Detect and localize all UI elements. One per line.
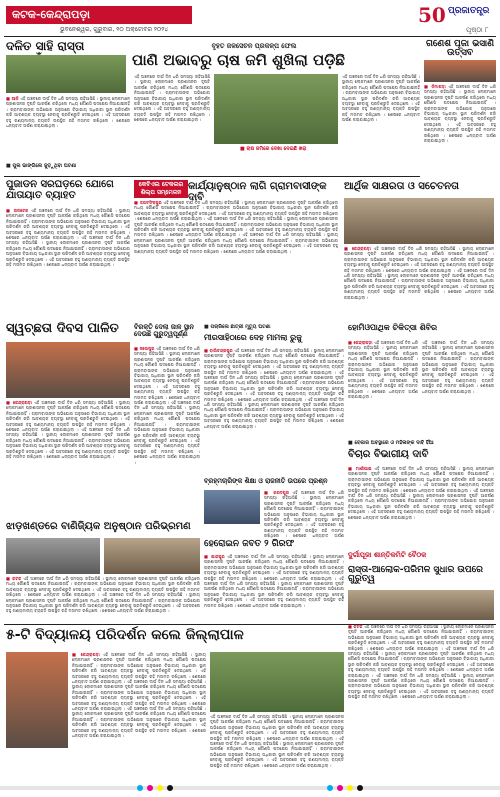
brand-name: ପ୍ରଜାତନ୍ତ୍ର — [448, 6, 490, 16]
water-body-col1: ଏହି ଅଞ୍ଚଳରେ ଦୀର୍ଘ ଦିନ ଧରି ସମସ୍ୟା ରହିଆସିଛି । ସ୍ଥାନୀୟ ଲୋକମାନେ ପ୍ରଶାସନର ଦୃଷ୍ଟି ଆକର୍ଷଣ କରିଥିଲେ ମଧ୍ୟ କୌଣସି ପଦକ୍ଷେପ ନିଆଯାଇନାହିଁ । ଗ୍ରାମବାସୀଙ୍କ ଅଭିଯୋଗ ଅନୁସାରେ ବିଭାଗୀୟ ଅଧିକାରୀ ସ୍ଥାନ ପରିଦର୍ଶନ କରି ଆବଶ୍ୟକ ବ୍ୟବସ୍ଥା ନେବାକୁ ପ୍ରତିଶ୍ରୁତି ଦେଇଥିଲେ । ଏହି ଅବସରରେ ବହୁ ଗଣ୍ୟମାନ୍ୟ ବ୍ୟକ୍ତି ଉପସ୍ଥିତ ରହି ମତାମତ ରଖିଥିଲେ । ଶେଷରେ ଧନ୍ୟବାଦ ଅର୍ପଣ କରାଯାଇଥିଲା । — [134, 74, 210, 123]
puja-body: ■ ନିମାପଡ଼ା ଏହି ଅଞ୍ଚଳରେ ଦୀର୍ଘ ଦିନ ଧରି ସମସ୍ୟା ରହିଆସିଛି । ସ୍ଥାନୀୟ ଲୋକମାନେ ପ୍ରଶାସନର ଦୃଷ୍ଟି ଆକର୍ଷଣ କରିଥିଲେ ମଧ୍ୟ କୌଣସି ପଦକ୍ଷେପ ନିଆଯାଇନାହିଁ । ଗ୍ରାମବାସୀଙ୍କ ଅଭିଯୋଗ ଅନୁସାରେ ବିଭାଗୀୟ ଅଧିକାରୀ ସ୍ଥାନ ପରିଦର୍ଶନ କରି ଆବଶ୍ୟକ ବ୍ୟବସ୍ଥା ନେବାକୁ ପ୍ରତିଶ୍ରୁତି ଦେଇଥିଲେ । ଏହି ଅବସରରେ ବହୁ ଗଣ୍ୟମାନ୍ୟ ବ୍ୟକ୍ତି ଉପସ୍ଥିତ ରହି ମତାମତ ରଖିଥିଲେ । ଶେଷରେ ଧନ୍ୟବାଦ ଅର୍ପଣ କରାଯାଇଥିଲା । — [424, 84, 496, 144]
top-rule — [4, 36, 496, 37]
clean-photo — [6, 342, 130, 398]
heroin-headline: ହେରୋଇନ ଜବତ ୨ ଗିରଫ — [204, 539, 295, 549]
student-kicker: ■ ପଚାରିଲେ ଛାତ୍ରୀ ମୃତ୍ୟୁ ଘଟଣା — [204, 324, 271, 330]
electric-kicker: ■ ବେକାର ଅବସ୍ଥାରେ ଓ ମହିଳାଙ୍କ ଦାବି ହିଁଆ — [348, 440, 434, 446]
clean-headline: ସ୍ୱଚ୍ଛତା ଦିବସ ପାଳିତ — [6, 321, 119, 336]
print-color-bar — [0, 778, 500, 788]
water-headline: ପାଣି ଅଭାବରୁ ଚାଷ ଜମି ଶୁଖିଲା ପଡ଼ିଛି — [132, 51, 345, 69]
cow-body: ■ ସଲେପୁର ଏହି ଅଞ୍ଚଳରେ ଦୀର୍ଘ ଦିନ ଧରି ସମସ୍ୟା ରହିଆସିଛି । ସ୍ଥାନୀୟ ଲୋକମାନେ ପ୍ରଶାସନର ଦୃଷ୍ଟି ଆକର୍ଷଣ କରିଥିଲେ ମଧ୍ୟ କୌଣସି ପଦକ୍ଷେପ ନିଆଯାଇନାହିଁ । ଗ୍ରାମବାସୀଙ୍କ ଅଭିଯୋଗ ଅନୁସାରେ ବିଭାଗୀୟ ଅଧିକାରୀ ସ୍ଥାନ ପରିଦର୍ଶନ କରି ଆବଶ୍ୟକ ବ୍ୟବସ୍ଥା ନେବାକୁ ପ୍ରତିଶ୍ରୁତି ଦେଇଥିଲେ । ଏହି ଅବସରରେ ବହୁ ଗଣ୍ୟମାନ୍ୟ ବ୍ୟକ୍ତି ଉପସ୍ଥିତ ରହି ମତାମତ ରଖିଥିଲେ । ଶେଷରେ ଧନ୍ୟବାଦ ଅର୍ପଣ କରାଯାଇଥିଲା । ଏହି ଅଞ୍ଚଳରେ ଦୀର୍ଘ ଦିନ ଧରି ସମସ୍ୟା ରହିଆସିଛି । ସ୍ଥାନୀୟ ଲୋକମାନେ ପ୍ରଶାସନର ଦୃଷ୍ଟି ଆକର୍ଷଣ କରିଥିଲେ ମଧ୍ୟ କୌଣସି ପଦକ୍ଷେପ ନିଆଯାଇନାହିଁ । ଗ୍ରାମବାସୀଙ୍କ ଅଭିଯୋଗ ଅନୁସାରେ ବିଭାଗୀୟ ଅଧିକାରୀ ସ୍ଥାନ ପରିଦର୍ଶନ କରି ଆବଶ୍ୟକ ବ୍ୟବସ୍ଥା ନେବାକୁ ପ୍ରତିଶ୍ରୁତି ଦେଇଥିଲେ । ଏହି ଅବସରରେ ବହୁ ଗଣ୍ୟମାନ୍ୟ ବ୍ୟକ୍ତି ଉପସ୍ଥିତ ରହି ମତାମତ ରଖିଥିଲେ । ଶେଷରେ ଧନ୍ୟବାଦ ଅର୍ପଣ କରାଯାଇଥିଲା । — [134, 346, 200, 465]
village-body: ■ ଜଗତସିଂହପୁର ଏହି ଅଞ୍ଚଳରେ ଦୀର୍ଘ ଦିନ ଧରି ସମସ୍ୟା ରହିଆସିଛି । ସ୍ଥାନୀୟ ଲୋକମାନେ ପ୍ରଶାସନର ଦୃଷ୍ଟି ଆକର୍ଷଣ କରିଥିଲେ ମଧ୍ୟ କୌଣସି ପଦକ୍ଷେପ ନିଆଯାଇନାହିଁ । ଗ୍ରାମବାସୀଙ୍କ ଅଭିଯୋଗ ଅନୁସାରେ ବିଭାଗୀୟ ଅଧିକାରୀ ସ୍ଥାନ ପରିଦର୍ଶନ କରି ଆବଶ୍ୟକ ବ୍ୟବସ୍ଥା ନେବାକୁ ପ୍ରତିଶ୍ରୁତି ଦେଇଥିଲେ । ଏହି ଅବସରରେ ବହୁ ଗଣ୍ୟମାନ୍ୟ ବ୍ୟକ୍ତି ଉପସ୍ଥିତ ରହି ମତାମତ ରଖିଥିଲେ । ଶେଷରେ ଧନ୍ୟବାଦ ଅର୍ପଣ କରାଯାଇଥିଲା । ଏହି ଅଞ୍ଚଳରେ ଦୀର୍ଘ ଦିନ ଧରି ସମସ୍ୟା ରହିଆସିଛି । ସ୍ଥାନୀୟ ଲୋକମାନେ ପ୍ରଶାସନର ଦୃଷ୍ଟି ଆକର୍ଷଣ କରିଥିଲେ ମଧ୍ୟ କୌଣସି ପଦକ୍ଷେପ ନିଆଯାଇନାହିଁ । ଗ୍ରାମବାସୀଙ୍କ ଅଭିଯୋଗ ଅନୁସାରେ ବିଭାଗୀୟ ଅଧିକାରୀ ସ୍ଥାନ ପରିଦର୍ଶନ କରି ଆବଶ୍ୟକ ବ୍ୟବସ୍ଥା ନେବାକୁ ପ୍ରତିଶ୍ରୁତି ଦେଇଥିଲେ । ଏହି ଅବସରରେ ବହୁ ଗଣ୍ୟମାନ୍ୟ ବ୍ୟକ୍ତି ଉପସ୍ଥିତ ରହି ମତାମତ ରଖିଥିଲେ । ଶେଷରେ ଧନ୍ୟବାଦ ଅର୍ପଣ କରାଯାଇଥିଲା । ଏହି ଅଞ୍ଚଳରେ ଦୀର୍ଘ ଦିନ ଧରି ସମସ୍ୟା ରହିଆସିଛି । ସ୍ଥାନୀୟ ଲୋକମାନେ ପ୍ରଶାସନର ଦୃଷ୍ଟି ଆକର୍ଷଣ କରିଥିଲେ ମଧ୍ୟ କୌଣସି ପଦକ୍ଷେପ ନିଆଯାଇନାହିଁ । ଗ୍ରାମବାସୀଙ୍କ ଅଭିଯୋଗ ଅନୁସାରେ ବିଭାଗୀୟ ଅଧିକାରୀ ସ୍ଥାନ ପରିଦର୍ଶନ କରି ଆବଶ୍ୟକ ବ୍ୟବସ୍ଥା ନେବାକୁ ପ୍ରତିଶ୍ରୁତି ଦେଇଥିଲେ । ଏହି ଅବସରରେ ବହୁ ଗଣ୍ୟମାନ୍ୟ ବ୍ୟକ୍ତି ଉପସ୍ଥିତ ରହି ମତାମତ ରଖିଥିଲେ । ଶେଷରେ ଧନ୍ୟବାଦ ଅର୍ପଣ କରାଯାଇଥିଲା । — [134, 200, 338, 254]
schools-photo-1 — [6, 652, 68, 748]
health-body: ■ କେନ୍ଦ୍ରାପଡ଼ା ଏହି ଅଞ୍ଚଳରେ ଦୀର୍ଘ ଦିନ ଧରି ସମସ୍ୟା ରହିଆସିଛି । ସ୍ଥାନୀୟ ଲୋକମାନେ ପ୍ରଶାସନର ଦୃଷ୍ଟି ଆକର୍ଷଣ କରିଥିଲେ ମଧ୍ୟ କୌଣସି ପଦକ୍ଷେପ ନିଆଯାଇନାହିଁ । ଗ୍ରାମବାସୀଙ୍କ ଅଭିଯୋଗ ଅନୁସାରେ ବିଭାଗୀୟ ଅଧିକାରୀ ସ୍ଥାନ ପରିଦର୍ଶନ କରି ଆବଶ୍ୟକ ବ୍ୟବସ୍ଥା ନେବାକୁ ପ୍ରତିଶ୍ରୁତି ଦେଇଥିଲେ । ଏହି ଅବସରରେ ବହୁ ଗଣ୍ୟମାନ୍ୟ ବ୍ୟକ୍ତି ଉପସ୍ଥିତ ରହି ମତାମତ ରଖିଥିଲେ । ଶେଷରେ ଧନ୍ୟବାଦ ଅର୍ପଣ କରାଯାଇଥିଲା । — [348, 340, 418, 400]
brand-logo — [418, 4, 494, 26]
student-headline: ମୀରସାହିଠାରେ ଦେହ ମାମଲା ରୁଜୁ — [204, 333, 302, 342]
village-headline: କାର୍ଯ୍ୟାନୁଷ୍ଠାନ ଲାଗି ଗ୍ରାମବାସୀଙ୍କ ଦାବି — [188, 181, 327, 203]
market-headline: ଝାଡ଼ଖଣ୍ଡରେ ବାଣିଜ୍ୟିକ ଅନୁଷ୍ଠାନ ପରିଭ୍ରମଣ — [6, 521, 191, 532]
finance-body: ■ କେନ୍ଦ୍ରାପଡ଼ା ଏହି ଅଞ୍ଚଳରେ ଦୀର୍ଘ ଦିନ ଧରି ସମସ୍ୟା ରହିଆସିଛି । ସ୍ଥାନୀୟ ଲୋକମାନେ ପ୍ରଶାସନର ଦୃଷ୍ଟି ଆକର୍ଷଣ କରିଥିଲେ ମଧ୍ୟ କୌଣସି ପଦକ୍ଷେପ ନିଆଯାଇନାହିଁ । ଗ୍ରାମବାସୀଙ୍କ ଅଭିଯୋଗ ଅନୁସାରେ ବିଭାଗୀୟ ଅଧିକାରୀ ସ୍ଥାନ ପରିଦର୍ଶନ କରି ଆବଶ୍ୟକ ବ୍ୟବସ୍ଥା ନେବାକୁ ପ୍ରତିଶ୍ରୁତି ଦେଇଥିଲେ । ଏହି ଅବସରରେ ବହୁ ଗଣ୍ୟମାନ୍ୟ ବ୍ୟକ୍ତି ଉପସ୍ଥିତ ରହି ମତାମତ ରଖିଥିଲେ । ଶେଷରେ ଧନ୍ୟବାଦ ଅର୍ପଣ କରାଯାଇଥିଲା । ଏହି ଅଞ୍ଚଳରେ ଦୀର୍ଘ ଦିନ ଧରି ସମସ୍ୟା ରହିଆସିଛି । ସ୍ଥାନୀୟ ଲୋକମାନେ ପ୍ରଶାସନର ଦୃଷ୍ଟି ଆକର୍ଷଣ କରିଥିଲେ ମଧ୍ୟ କୌଣସି ପଦକ୍ଷେପ ନିଆଯାଇନାହିଁ । ଗ୍ରାମବାସୀଙ୍କ ଅଭିଯୋଗ ଅନୁସାରେ ବିଭାଗୀୟ ଅଧିକାରୀ ସ୍ଥାନ ପରିଦର୍ଶନ କରି ଆବଶ୍ୟକ ବ୍ୟବସ୍ଥା ନେବାକୁ ପ୍ରତିଶ୍ରୁତି ଦେଇଥିଲେ । ଏହି ଅବସରରେ ବହୁ ଗଣ୍ୟମାନ୍ୟ ବ୍ୟକ୍ତି ଉପସ୍ଥିତ ରହି ମତାମତ ରଖିଥିଲେ । ଶେଷରେ ଧନ୍ୟବାଦ ଅର୍ପଣ କରାଯାଇଥିଲା । — [344, 246, 494, 300]
schools-headline: ୫-ଟି ବିଦ୍ୟାଳୟ ପରିଦର୍ଶନ କଲେ ଜିଲ୍ଲାପାଳ — [6, 627, 244, 643]
roads-photo — [348, 590, 494, 620]
village-tag-1: କେବିଏଲ ଟେକଲର — [138, 181, 184, 188]
road-body: ■ ଆଳି ଏହି ଅଞ୍ଚଳରେ ଦୀର୍ଘ ଦିନ ଧରି ସମସ୍ୟା ରହିଆସିଛି । ସ୍ଥାନୀୟ ଲୋକମାନେ ପ୍ରଶାସନର ଦୃଷ୍ଟି ଆକର୍ଷଣ କରିଥିଲେ ମଧ୍ୟ କୌଣସି ପଦକ୍ଷେପ ନିଆଯାଇନାହିଁ । ଗ୍ରାମବାସୀଙ୍କ ଅଭିଯୋଗ ଅନୁସାରେ ବିଭାଗୀୟ ଅଧିକାରୀ ସ୍ଥାନ ପରିଦର୍ଶନ କରି ଆବଶ୍ୟକ ବ୍ୟବସ୍ଥା ନେବାକୁ ପ୍ରତିଶ୍ରୁତି ଦେଇଥିଲେ । ଏହି ଅବସରରେ ବହୁ ଗଣ୍ୟମାନ୍ୟ ବ୍ୟକ୍ତି ଉପସ୍ଥିତ ରହି ମତାମତ ରଖିଥିଲେ । ଶେଷରେ ଧନ୍ୟବାଦ ଅର୍ପଣ କରାଯାଇଥିଲା । — [6, 96, 130, 129]
page-number: ପୃଷ୍ଠା ୮ — [466, 26, 489, 34]
water-body-col3: ଏହି ଅଞ୍ଚଳରେ ଦୀର୍ଘ ଦିନ ଧରି ସମସ୍ୟା ରହିଆସିଛି । ସ୍ଥାନୀୟ ଲୋକମାନେ ପ୍ରଶାସନର ଦୃଷ୍ଟି ଆକର୍ଷଣ କରିଥିଲେ ମଧ୍ୟ କୌଣସି ପଦକ୍ଷେପ ନିଆଯାଇନାହିଁ । ଗ୍ରାମବାସୀଙ୍କ ଅଭିଯୋଗ ଅନୁସାରେ ବିଭାଗୀୟ ଅଧିକାରୀ ସ୍ଥାନ ପରିଦର୍ଶନ କରି ଆବଶ୍ୟକ ବ୍ୟବସ୍ଥା ନେବାକୁ ପ୍ରତିଶ୍ରୁତି ଦେଇଥିଲେ । ଏହି ଅବସରରେ ବହୁ ଗଣ୍ୟମାନ୍ୟ ବ୍ୟକ୍ତି ଉପସ୍ଥିତ ରହି ମତାମତ ରଖିଥିଲେ । ଶେଷରେ ଧନ୍ୟବାଦ ଅର୍ପଣ କରାଯାଇଥିଲା । — [342, 74, 420, 123]
road-headline: ଦଳିତ ସାହି ରାସ୍ତା — [6, 39, 85, 53]
roads-body: ■ କଟକ ଏହି ଅଞ୍ଚଳରେ ଦୀର୍ଘ ଦିନ ଧରି ସମସ୍ୟା ରହିଆସିଛି । ସ୍ଥାନୀୟ ଲୋକମାନେ ପ୍ରଶାସନର ଦୃଷ୍ଟି ଆକର୍ଷଣ କରିଥିଲେ ମଧ୍ୟ କୌଣସି ପଦକ୍ଷେପ ନିଆଯାଇନାହିଁ । ଗ୍ରାମବାସୀଙ୍କ ଅଭିଯୋଗ ଅନୁସାରେ ବିଭାଗୀୟ ଅଧିକାରୀ ସ୍ଥାନ ପରିଦର୍ଶନ କରି ଆବଶ୍ୟକ ବ୍ୟବସ୍ଥା ନେବାକୁ ପ୍ରତିଶ୍ରୁତି ଦେଇଥିଲେ । ଏହି ଅବସରରେ ବହୁ ଗଣ୍ୟମାନ୍ୟ ବ୍ୟକ୍ତି ଉପସ୍ଥିତ ରହି ମତାମତ ରଖିଥିଲେ । ଶେଷରେ ଧନ୍ୟବାଦ ଅର୍ପଣ କରାଯାଇଥିଲା । ଏହି ଅଞ୍ଚଳରେ ଦୀର୍ଘ ଦିନ ଧରି ସମସ୍ୟା ରହିଆସିଛି । ସ୍ଥାନୀୟ ଲୋକମାନେ ପ୍ରଶାସନର ଦୃଷ୍ଟି ଆକର୍ଷଣ କରିଥିଲେ ମଧ୍ୟ କୌଣସି ପଦକ୍ଷେପ ନିଆଯାଇନାହିଁ । ଗ୍ରାମବାସୀଙ୍କ ଅଭିଯୋଗ ଅନୁସାରେ ବିଭାଗୀୟ ଅଧିକାରୀ ସ୍ଥାନ ପରିଦର୍ଶନ କରି ଆବଶ୍ୟକ ବ୍ୟବସ୍ଥା ନେବାକୁ ପ୍ରତିଶ୍ରୁତି ଦେଇଥିଲେ । ଏହି ଅବସରରେ ବହୁ ଗଣ୍ୟମାନ୍ୟ ବ୍ୟକ୍ତି ଉପସ୍ଥିତ ରହି ମତାମତ ରଖିଥିଲେ । ଶେଷରେ ଧନ୍ୟବାଦ ଅର୍ପଣ କରାଯାଇଥିଲା । ଏହି ଅଞ୍ଚଳରେ ଦୀର୍ଘ ଦିନ ଧରି ସମସ୍ୟା ରହିଆସିଛି । ସ୍ଥାନୀୟ ଲୋକମାନେ ପ୍ରଶାସନର ଦୃଷ୍ଟି ଆକର୍ଷଣ କରିଥିଲେ ମଧ୍ୟ କୌଣସି ପଦକ୍ଷେପ ନିଆଯାଇନାହିଁ । ଗ୍ରାମବାସୀଙ୍କ ଅଭିଯୋଗ ଅନୁସାରେ ବିଭାଗୀୟ ଅଧିକାରୀ ସ୍ଥାନ ପରିଦର୍ଶନ କରି ଆବଶ୍ୟକ ବ୍ୟବସ୍ଥା ନେବାକୁ ପ୍ରତିଶ୍ରୁତି ଦେଇଥିଲେ । ଏହି ଅବସରରେ ବହୁ ଗଣ୍ୟମାନ୍ୟ ବ୍ୟକ୍ତି ଉପସ୍ଥିତ ରହି ମତାମତ ରଖିଥିଲେ । ଶେଷରେ ଧନ୍ୟବାଦ ଅର୍ପଣ କରାଯାଇଥିଲା । — [348, 624, 494, 700]
brick-photo — [204, 490, 260, 524]
clean-body: ■ କେନ୍ଦ୍ରାପଡ଼ା ଏହି ଅଞ୍ଚଳରେ ଦୀର୍ଘ ଦିନ ଧରି ସମସ୍ୟା ରହିଆସିଛି । ସ୍ଥାନୀୟ ଲୋକମାନେ ପ୍ରଶାସନର ଦୃଷ୍ଟି ଆକର୍ଷଣ କରିଥିଲେ ମଧ୍ୟ କୌଣସି ପଦକ୍ଷେପ ନିଆଯାଇନାହିଁ । ଗ୍ରାମବାସୀଙ୍କ ଅଭିଯୋଗ ଅନୁସାରେ ବିଭାଗୀୟ ଅଧିକାରୀ ସ୍ଥାନ ପରିଦର୍ଶନ କରି ଆବଶ୍ୟକ ବ୍ୟବସ୍ଥା ନେବାକୁ ପ୍ରତିଶ୍ରୁତି ଦେଇଥିଲେ । ଏହି ଅବସରରେ ବହୁ ଗଣ୍ୟମାନ୍ୟ ବ୍ୟକ୍ତି ଉପସ୍ଥିତ ରହି ମତାମତ ରଖିଥିଲେ । ଶେଷରେ ଧନ୍ୟବାଦ ଅର୍ପଣ କରାଯାଇଥିଲା । ଏହି ଅଞ୍ଚଳରେ ଦୀର୍ଘ ଦିନ ଧରି ସମସ୍ୟା ରହିଆସିଛି । ସ୍ଥାନୀୟ ଲୋକମାନେ ପ୍ରଶାସନର ଦୃଷ୍ଟି ଆକର୍ଷଣ କରିଥିଲେ ମଧ୍ୟ କୌଣସି ପଦକ୍ଷେପ ନିଆଯାଇନାହିଁ । ଗ୍ରାମବାସୀଙ୍କ ଅଭିଯୋଗ ଅନୁସାରେ ବିଭାଗୀୟ ଅଧିକାରୀ ସ୍ଥାନ ପରିଦର୍ଶନ କରି ଆବଶ୍ୟକ ବ୍ୟବସ୍ଥା ନେବାକୁ ପ୍ରତିଶ୍ରୁତି ଦେଇଥିଲେ । ଏହି ଅବସରରେ ବହୁ ଗଣ୍ୟମାନ୍ୟ ବ୍ୟକ୍ତି ଉପସ୍ଥିତ ରହି ମତାମତ ରଖିଥିଲେ । ଶେଷରେ ଧନ୍ୟବାଦ ଅର୍ପଣ କରାଯାଇଥିଲା । — [6, 400, 130, 460]
finance-photo — [344, 198, 494, 244]
village-tag — [134, 180, 188, 198]
road-photo — [6, 55, 126, 93]
registration-marks-icon — [0, 783, 500, 793]
puja-photo — [424, 60, 496, 82]
jubilee-50-logo: 50 — [418, 3, 446, 27]
rule-1 — [4, 176, 420, 177]
durga-headline: ଦୁର୍ଗାପୂଜା ଶାନ୍ତିକମିଟି ବୈଠକ — [348, 551, 427, 559]
market-photo-2 — [104, 538, 200, 574]
masthead — [0, 0, 500, 38]
brick-body: ■ ଗରଦପୁର ଏହି ଅଞ୍ଚଳରେ ଦୀର୍ଘ ଦିନ ଧରି ସମସ୍ୟା ରହିଆସିଛି । ସ୍ଥାନୀୟ ଲୋକମାନେ ପ୍ରଶାସନର ଦୃଷ୍ଟି ଆକର୍ଷଣ କରିଥିଲେ ମଧ୍ୟ କୌଣସି ପଦକ୍ଷେପ ନିଆଯାଇନାହିଁ । ଗ୍ରାମବାସୀଙ୍କ ଅଭିଯୋଗ ଅନୁସାରେ ବିଭାଗୀୟ ଅଧିକାରୀ ସ୍ଥାନ ପରିଦର୍ଶନ କରି ଆବଶ୍ୟକ ବ୍ୟବସ୍ଥା ନେବାକୁ ପ୍ରତିଶ୍ରୁତି ଦେଇଥିଲେ । ଏହି ଅବସରରେ ବହୁ ଗଣ୍ୟମାନ୍ୟ ବ୍ୟକ୍ତି ଉପସ୍ଥିତ ରହି ମତାମତ ରଖିଥିଲେ । ଶେଷରେ ଧନ୍ୟବାଦ ଅର୍ପଣ — [264, 490, 344, 538]
cow-headline: ବିରକ୍ତି ଦେଲା ଜାଳ ସ୍ଥାନ ଦେଉଛି ଗୁରୁତ୍ୱପୂର୍ଣ୍ଣ — [134, 323, 194, 338]
schools-photo-2 — [210, 652, 344, 712]
bridge-headline: ପୁଜାଡନ ସରଘଡ଼ରେ ଯୋଗେ ଯାତାୟାତ ବ୍ୟାହତ — [6, 179, 114, 201]
dateline: ଭୁବନେଶ୍ୱର, ଗୁରୁବାର, ୧୦ ଅକ୍ଟୋବର ୨୦୨୪ — [60, 26, 169, 33]
schools-body-col2: ଏହି ଅଞ୍ଚଳରେ ଦୀର୍ଘ ଦିନ ଧରି ସମସ୍ୟା ରହିଆସିଛି । ସ୍ଥାନୀୟ ଲୋକମାନେ ପ୍ରଶାସନର ଦୃଷ୍ଟି ଆକର୍ଷଣ କରିଥିଲେ ମଧ୍ୟ କୌଣସି ପଦକ୍ଷେପ ନିଆଯାଇନାହିଁ । ଗ୍ରାମବାସୀଙ୍କ ଅଭିଯୋଗ ଅନୁସାରେ ବିଭାଗୀୟ ଅଧିକାରୀ ସ୍ଥାନ ପରିଦର୍ଶନ କରି ଆବଶ୍ୟକ ବ୍ୟବସ୍ଥା ନେବାକୁ ପ୍ରତିଶ୍ରୁତି ଦେଇଥିଲେ । ଏହି ଅବସରରେ ବହୁ ଗଣ୍ୟମାନ୍ୟ ବ୍ୟକ୍ତି ଉପସ୍ଥିତ ରହି ମତାମତ ରଖିଥିଲେ । ଶେଷରେ ଧନ୍ୟବାଦ ଅର୍ପଣ କରାଯାଇଥିଲା । ଏହି ଅଞ୍ଚଳରେ ଦୀର୍ଘ ଦିନ ଧରି ସମସ୍ୟା ରହିଆସିଛି । ସ୍ଥାନୀୟ ଲୋକମାନେ ପ୍ରଶାସନର ଦୃଷ୍ଟି ଆକର୍ଷଣ କରିଥିଲେ ମଧ୍ୟ କୌଣସି ପଦକ୍ଷେପ ନିଆଯାଇନାହିଁ । ଗ୍ରାମବାସୀଙ୍କ ଅଭିଯୋଗ ଅନୁସାରେ ବିଭାଗୀୟ ଅଧିକାରୀ ସ୍ଥାନ ପରିଦର୍ଶନ କରି ଆବଶ୍ୟକ ବ୍ୟବସ୍ଥା ନେବାକୁ ପ୍ରତିଶ୍ରୁତି ଦେଇଥିଲେ । ଏହି ଅବସରରେ ବହୁ ଗଣ୍ୟମାନ୍ୟ ବ୍ୟକ୍ତି ଉପସ୍ଥିତ ରହି ମତାମତ ରଖିଥିଲେ । ଶେଷରେ ଧନ୍ୟବାଦ ଅର୍ପଣ କରାଯାଇଥିଲା । — [210, 714, 344, 768]
bridge-kicker: ■ ପୁଲ ଭାଙ୍ଗିଲେ ଜୁଡ଼ୁଥିବା ଘଟଣା — [6, 163, 77, 169]
health-body-col2: ଏହି ଅଞ୍ଚଳରେ ଦୀର୍ଘ ଦିନ ଧରି ସମସ୍ୟା ରହିଆସିଛି । ସ୍ଥାନୀୟ ଲୋକମାନେ ପ୍ରଶାସନର ଦୃଷ୍ଟି ଆକର୍ଷଣ କରିଥିଲେ ମଧ୍ୟ କୌଣସି ପଦକ୍ଷେପ ନିଆଯାଇନାହିଁ । ଗ୍ରାମବାସୀଙ୍କ ଅଭିଯୋଗ ଅନୁସାରେ ବିଭାଗୀୟ ଅଧିକାରୀ ସ୍ଥାନ ପରିଦର୍ଶନ କରି ଆବଶ୍ୟକ ବ୍ୟବସ୍ଥା ନେବାକୁ ପ୍ରତିଶ୍ରୁତି ଦେଇଥିଲେ । ଏହି ଅବସରରେ ବହୁ ଗଣ୍ୟମାନ୍ୟ ବ୍ୟକ୍ତି ଉପସ୍ଥିତ ରହି ମତାମତ ରଖିଥିଲେ । ଶେଷରେ ଧନ୍ୟବାଦ ଅର୍ପଣ କରାଯାଇଥିଲା । — [422, 340, 494, 394]
village-tag-2: ଶିଲ୍ପ ସମ୍ମେଳନ — [140, 189, 182, 196]
student-body: ■ ବାଲିଚନ୍ଦ୍ରପୁର ଏହି ଅଞ୍ଚଳରେ ଦୀର୍ଘ ଦିନ ଧରି ସମସ୍ୟା ରହିଆସିଛି । ସ୍ଥାନୀୟ ଲୋକମାନେ ପ୍ରଶାସନର ଦୃଷ୍ଟି ଆକର୍ଷଣ କରିଥିଲେ ମଧ୍ୟ କୌଣସି ପଦକ୍ଷେପ ନିଆଯାଇନାହିଁ । ଗ୍ରାମବାସୀଙ୍କ ଅଭିଯୋଗ ଅନୁସାରେ ବିଭାଗୀୟ ଅଧିକାରୀ ସ୍ଥାନ ପରିଦର୍ଶନ କରି ଆବଶ୍ୟକ ବ୍ୟବସ୍ଥା ନେବାକୁ ପ୍ରତିଶ୍ରୁତି ଦେଇଥିଲେ । ଏହି ଅବସରରେ ବହୁ ଗଣ୍ୟମାନ୍ୟ ବ୍ୟକ୍ତି ଉପସ୍ଥିତ ରହି ମତାମତ ରଖିଥିଲେ । ଶେଷରେ ଧନ୍ୟବାଦ ଅର୍ପଣ କରାଯାଇଥିଲା । ଏହି ଅଞ୍ଚଳରେ ଦୀର୍ଘ ଦିନ ଧରି ସମସ୍ୟା ରହିଆସିଛି । ସ୍ଥାନୀୟ ଲୋକମାନେ ପ୍ରଶାସନର ଦୃଷ୍ଟି ଆକର୍ଷଣ କରିଥିଲେ ମଧ୍ୟ କୌଣସି ପଦକ୍ଷେପ ନିଆଯାଇନାହିଁ । ଗ୍ରାମବାସୀଙ୍କ ଅଭିଯୋଗ ଅନୁସାରେ ବିଭାଗୀୟ ଅଧିକାରୀ ସ୍ଥାନ ପରିଦର୍ଶନ କରି ଆବଶ୍ୟକ ବ୍ୟବସ୍ଥା ନେବାକୁ ପ୍ରତିଶ୍ରୁତି ଦେଇଥିଲେ । ଏହି ଅବସରରେ ବହୁ ଗଣ୍ୟମାନ୍ୟ ବ୍ୟକ୍ତି ଉପସ୍ଥିତ ରହି ମତାମତ ରଖିଥିଲେ । ଶେଷରେ ଧନ୍ୟବାଦ ଅର୍ପଣ କରାଯାଇଥିଲା । ଏହି ଅଞ୍ଚଳରେ ଦୀର୍ଘ ଦିନ ଧରି ସମସ୍ୟା ରହିଆସିଛି । ସ୍ଥାନୀୟ ଲୋକମାନେ ପ୍ରଶାସନର ଦୃଷ୍ଟି ଆକର୍ଷଣ କରିଥିଲେ ମଧ୍ୟ କୌଣସି ପଦକ୍ଷେପ ନିଆଯାଇନାହିଁ । ଗ୍ରାମବାସୀଙ୍କ ଅଭିଯୋଗ ଅନୁସାରେ ବିଭାଗୀୟ ଅଧିକାରୀ ସ୍ଥାନ ପରିଦର୍ଶନ କରି ଆବଶ୍ୟକ ବ୍ୟବସ୍ଥା ନେବାକୁ ପ୍ରତିଶ୍ରୁତି ଦେଇଥିଲେ । ଏହି ଅବସରରେ ବହୁ ଗଣ୍ୟମାନ୍ୟ ବ୍ୟକ୍ତି ଉପସ୍ଥିତ ରହି ମତାମତ ରଖିଥିଲେ । ଶେଷରେ ଧନ୍ୟବାଦ ଅର୍ପଣ କରାଯାଇଥିଲା । — [204, 348, 344, 429]
market-photo-1 — [6, 538, 100, 574]
schools-body: ■ କେନ୍ଦ୍ରାପଡ଼ା ଏହି ଅଞ୍ଚଳରେ ଦୀର୍ଘ ଦିନ ଧରି ସମସ୍ୟା ରହିଆସିଛି । ସ୍ଥାନୀୟ ଲୋକମାନେ ପ୍ରଶାସନର ଦୃଷ୍ଟି ଆକର୍ଷଣ କରିଥିଲେ ମଧ୍ୟ କୌଣସି ପଦକ୍ଷେପ ନିଆଯାଇନାହିଁ । ଗ୍ରାମବାସୀଙ୍କ ଅଭିଯୋଗ ଅନୁସାରେ ବିଭାଗୀୟ ଅଧିକାରୀ ସ୍ଥାନ ପରିଦର୍ଶନ କରି ଆବଶ୍ୟକ ବ୍ୟବସ୍ଥା ନେବାକୁ ପ୍ରତିଶ୍ରୁତି ଦେଇଥିଲେ । ଏହି ଅବସରରେ ବହୁ ଗଣ୍ୟମାନ୍ୟ ବ୍ୟକ୍ତି ଉପସ୍ଥିତ ରହି ମତାମତ ରଖିଥିଲେ । ଶେଷରେ ଧନ୍ୟବାଦ ଅର୍ପଣ କରାଯାଇଥିଲା । ଏହି ଅଞ୍ଚଳରେ ଦୀର୍ଘ ଦିନ ଧରି ସମସ୍ୟା ରହିଆସିଛି । ସ୍ଥାନୀୟ ଲୋକମାନେ ପ୍ରଶାସନର ଦୃଷ୍ଟି ଆକର୍ଷଣ କରିଥିଲେ ମଧ୍ୟ କୌଣସି ପଦକ୍ଷେପ ନିଆଯାଇନାହିଁ । ଗ୍ରାମବାସୀଙ୍କ ଅଭିଯୋଗ ଅନୁସାରେ ବିଭାଗୀୟ ଅଧିକାରୀ ସ୍ଥାନ ପରିଦର୍ଶନ କରି ଆବଶ୍ୟକ ବ୍ୟବସ୍ଥା ନେବାକୁ ପ୍ରତିଶ୍ରୁତି ଦେଇଥିଲେ । ଏହି ଅବସରରେ ବହୁ ଗଣ୍ୟମାନ୍ୟ ବ୍ୟକ୍ତି ଉପସ୍ଥିତ ରହି ମତାମତ ରଖିଥିଲେ । ଶେଷରେ ଧନ୍ୟବାଦ ଅର୍ପଣ କରାଯାଇଥିଲା । ଏହି ଅଞ୍ଚଳରେ ଦୀର୍ଘ ଦିନ ଧରି ସମସ୍ୟା ରହିଆସିଛି । ସ୍ଥାନୀୟ ଲୋକମାନେ ପ୍ରଶାସନର ଦୃଷ୍ଟି ଆକର୍ଷଣ କରିଥିଲେ ମଧ୍ୟ କୌଣସି ପଦକ୍ଷେପ ନିଆଯାଇନାହିଁ । ଗ୍ରାମବାସୀଙ୍କ ଅଭିଯୋଗ ଅନୁସାରେ ବିଭାଗୀୟ ଅଧିକାରୀ ସ୍ଥାନ ପରିଦର୍ଶନ କରି ଆବଶ୍ୟକ ବ୍ୟବସ୍ଥା ନେବାକୁ ପ୍ରତିଶ୍ରୁତି ଦେଇଥିଲେ । ଏହି ଅବସରରେ ବହୁ ଗଣ୍ୟମାନ୍ୟ ବ୍ୟକ୍ତି ଉପସ୍ଥିତ ରହି ମତାମତ ରଖିଥିଲେ । ଶେଷରେ ଧନ୍ୟବାଦ ଅର୍ପଣ କରାଯାଇଥିଲା । — [72, 652, 206, 739]
puja-headline: ଗଣେଶ ପୂଜା ଭସାଣି ଉତ୍ସବ — [426, 39, 494, 59]
section-banner — [6, 6, 192, 24]
brick-headline: ବ୍ରହ୍ମଚାରିଙ୍କ ଶିକ୍ଷା ଓ ରାଜନୀତି ଉପରେ ପ୍ରଶ୍ନ — [204, 477, 328, 485]
water-caption: ■ ଚାଷ ଜମିରେ ଦେଖା ଦେଇଛି ଖରା — [240, 146, 307, 152]
market-body: ■ କଟକ ଏହି ଅଞ୍ଚଳରେ ଦୀର୍ଘ ଦିନ ଧରି ସମସ୍ୟା ରହିଆସିଛି । ସ୍ଥାନୀୟ ଲୋକମାନେ ପ୍ରଶାସନର ଦୃଷ୍ଟି ଆକର୍ଷଣ କରିଥିଲେ ମଧ୍ୟ କୌଣସି ପଦକ୍ଷେପ ନିଆଯାଇନାହିଁ । ଗ୍ରାମବାସୀଙ୍କ ଅଭିଯୋଗ ଅନୁସାରେ ବିଭାଗୀୟ ଅଧିକାରୀ ସ୍ଥାନ ପରିଦର୍ଶନ କରି ଆବଶ୍ୟକ ବ୍ୟବସ୍ଥା ନେବାକୁ ପ୍ରତିଶ୍ରୁତି ଦେଇଥିଲେ । ଏହି ଅବସରରେ ବହୁ ଗଣ୍ୟମାନ୍ୟ ବ୍ୟକ୍ତି ଉପସ୍ଥିତ ରହି ମତାମତ ରଖିଥିଲେ । ଶେଷରେ ଧନ୍ୟବାଦ ଅର୍ପଣ କରାଯାଇଥିଲା । ଏହି ଅଞ୍ଚଳରେ ଦୀର୍ଘ ଦିନ ଧରି ସମସ୍ୟା ରହିଆସିଛି । ସ୍ଥାନୀୟ ଲୋକମାନେ ପ୍ରଶାସନର ଦୃଷ୍ଟି ଆକର୍ଷଣ କରିଥିଲେ ମଧ୍ୟ କୌଣସି ପଦକ୍ଷେପ ନିଆଯାଇନାହିଁ । ଗ୍ରାମବାସୀଙ୍କ ଅଭିଯୋଗ ଅନୁସାରେ ବିଭାଗୀୟ ଅଧିକାରୀ ସ୍ଥାନ ପରିଦର୍ଶନ କରି ଆବଶ୍ୟକ ବ୍ୟବସ୍ଥା ନେବାକୁ ପ୍ରତିଶ୍ରୁତି ଦେଇଥିଲେ । ଏହି ଅବସରରେ ବହୁ ଗଣ୍ୟମାନ୍ୟ ବ୍ୟକ୍ତି ଉପସ୍ଥିତ ରହି ମତାମତ ରଖିଥିଲେ । ଶେଷରେ ଧନ୍ୟବାଦ ଅର୍ପଣ କରାଯାଇଥିଲା । — [6, 576, 200, 614]
electric-body: ■ ମାର୍ଶାଘାଇ ଏହି ଅଞ୍ଚଳରେ ଦୀର୍ଘ ଦିନ ଧରି ସମସ୍ୟା ରହିଆସିଛି । ସ୍ଥାନୀୟ ଲୋକମାନେ ପ୍ରଶାସନର ଦୃଷ୍ଟି ଆକର୍ଷଣ କରିଥିଲେ ମଧ୍ୟ କୌଣସି ପଦକ୍ଷେପ ନିଆଯାଇନାହିଁ । ଗ୍ରାମବାସୀଙ୍କ ଅଭିଯୋଗ ଅନୁସାରେ ବିଭାଗୀୟ ଅଧିକାରୀ ସ୍ଥାନ ପରିଦର୍ଶନ କରି ଆବଶ୍ୟକ ବ୍ୟବସ୍ଥା ନେବାକୁ ପ୍ରତିଶ୍ରୁତି ଦେଇଥିଲେ । ଏହି ଅବସରରେ ବହୁ ଗଣ୍ୟମାନ୍ୟ ବ୍ୟକ୍ତି ଉପସ୍ଥିତ ରହି ମତାମତ ରଖିଥିଲେ । ଶେଷରେ ଧନ୍ୟବାଦ ଅର୍ପଣ କରାଯାଇଥିଲା । ଏହି ଅଞ୍ଚଳରେ ଦୀର୍ଘ ଦିନ ଧରି ସମସ୍ୟା ରହିଆସିଛି । ସ୍ଥାନୀୟ ଲୋକମାନେ ପ୍ରଶାସନର ଦୃଷ୍ଟି ଆକର୍ଷଣ କରିଥିଲେ ମଧ୍ୟ କୌଣସି ପଦକ୍ଷେପ ନିଆଯାଇନାହିଁ । ଗ୍ରାମବାସୀଙ୍କ ଅଭିଯୋଗ ଅନୁସାରେ ବିଭାଗୀୟ ଅଧିକାରୀ ସ୍ଥାନ ପରିଦର୍ଶନ କରି ଆବଶ୍ୟକ ବ୍ୟବସ୍ଥା ନେବାକୁ ପ୍ରତିଶ୍ରୁତି ଦେଇଥିଲେ । ଏହି ଅବସରରେ ବହୁ ଗଣ୍ୟମାନ୍ୟ ବ୍ୟକ୍ତି ଉପସ୍ଥିତ ରହି ମତାମତ ରଖିଥିଲେ । ଶେଷରେ ଧନ୍ୟବାଦ ଅର୍ପଣ କରାଯାଇଥିଲା । — [348, 466, 494, 520]
heroin-body: ■ ଯାଜପୁର ଏହି ଅଞ୍ଚଳରେ ଦୀର୍ଘ ଦିନ ଧରି ସମସ୍ୟା ରହିଆସିଛି । ସ୍ଥାନୀୟ ଲୋକମାନେ ପ୍ରଶାସନର ଦୃଷ୍ଟି ଆକର୍ଷଣ କରିଥିଲେ ମଧ୍ୟ କୌଣସି ପଦକ୍ଷେପ ନିଆଯାଇନାହିଁ । ଗ୍ରାମବାସୀଙ୍କ ଅଭିଯୋଗ ଅନୁସାରେ ବିଭାଗୀୟ ଅଧିକାରୀ ସ୍ଥାନ ପରିଦର୍ଶନ କରି ଆବଶ୍ୟକ ବ୍ୟବସ୍ଥା ନେବାକୁ ପ୍ରତିଶ୍ରୁତି ଦେଇଥିଲେ । ଏହି ଅବସରରେ ବହୁ ଗଣ୍ୟମାନ୍ୟ ବ୍ୟକ୍ତି ଉପସ୍ଥିତ ରହି ମତାମତ ରଖିଥିଲେ । ଶେଷରେ ଧନ୍ୟବାଦ ଅର୍ପଣ କରାଯାଇଥିଲା । ଏହି ଅଞ୍ଚଳରେ ଦୀର୍ଘ ଦିନ ଧରି ସମସ୍ୟା ରହିଆସିଛି । ସ୍ଥାନୀୟ ଲୋକମାନେ ପ୍ରଶାସନର ଦୃଷ୍ଟି ଆକର୍ଷଣ କରିଥିଲେ ମଧ୍ୟ କୌଣସି ପଦକ୍ଷେପ ନିଆଯାଇନାହିଁ । ଗ୍ରାମବାସୀଙ୍କ ଅଭିଯୋଗ ଅନୁସାରେ ବିଭାଗୀୟ ଅଧିକାରୀ ସ୍ଥାନ ପରିଦର୍ଶନ କରି ଆବଶ୍ୟକ ବ୍ୟବସ୍ଥା ନେବାକୁ ପ୍ରତିଶ୍ରୁତି ଦେଇଥିଲେ । ଏହି ଅବସରରେ ବହୁ ଗଣ୍ୟମାନ୍ୟ ବ୍ୟକ୍ତି ଉପସ୍ଥିତ ରହି ମତାମତ ରଖିଥିଲେ । ଶେଷରେ ଧନ୍ୟବାଦ ଅର୍ପଣ କରାଯାଇଥିଲା । — [204, 554, 344, 608]
roads-headline: ରାସ୍ତା-ଆଲୋକ-ପରିମଳ ସୁଧାର ଉପରେ ଗୁରୁତ୍ୱ — [348, 565, 483, 585]
water-kicker: ବୃହତ ଜଳସେଚନ ପ୍ରକଳ୍ପ ଫେଲ — [211, 42, 297, 50]
section-title: କଟକ-କେନ୍ଦ୍ରାପଡ଼ା — [12, 8, 91, 21]
health-headline: ହୋମିଓପାଥିକ ଚିକିତ୍ସା ଶିବିର — [348, 323, 438, 332]
finance-headline: ଆର୍ଥିକ ସାକ୍ଷରତା ଓ ସଚେତନତା — [344, 181, 459, 192]
bridge-body: ■ ତାଳଚେର ଏହି ଅଞ୍ଚଳରେ ଦୀର୍ଘ ଦିନ ଧରି ସମସ୍ୟା ରହିଆସିଛି । ସ୍ଥାନୀୟ ଲୋକମାନେ ପ୍ରଶାସନର ଦୃଷ୍ଟି ଆକର୍ଷଣ କରିଥିଲେ ମଧ୍ୟ କୌଣସି ପଦକ୍ଷେପ ନିଆଯାଇନାହିଁ । ଗ୍ରାମବାସୀଙ୍କ ଅଭିଯୋଗ ଅନୁସାରେ ବିଭାଗୀୟ ଅଧିକାରୀ ସ୍ଥାନ ପରିଦର୍ଶନ କରି ଆବଶ୍ୟକ ବ୍ୟବସ୍ଥା ନେବାକୁ ପ୍ରତିଶ୍ରୁତି ଦେଇଥିଲେ । ଏହି ଅବସରରେ ବହୁ ଗଣ୍ୟମାନ୍ୟ ବ୍ୟକ୍ତି ଉପସ୍ଥିତ ରହି ମତାମତ ରଖିଥିଲେ । ଶେଷରେ ଧନ୍ୟବାଦ ଅର୍ପଣ କରାଯାଇଥିଲା । ଏହି ଅଞ୍ଚଳରେ ଦୀର୍ଘ ଦିନ ଧରି ସମସ୍ୟା ରହିଆସିଛି । ସ୍ଥାନୀୟ ଲୋକମାନେ ପ୍ରଶାସନର ଦୃଷ୍ଟି ଆକର୍ଷଣ କରିଥିଲେ ମଧ୍ୟ କୌଣସି ପଦକ୍ଷେପ ନିଆଯାଇନାହିଁ । ଗ୍ରାମବାସୀଙ୍କ ଅଭିଯୋଗ ଅନୁସାରେ ବିଭାଗୀୟ ଅଧିକାରୀ ସ୍ଥାନ ପରିଦର୍ଶନ କରି ଆବଶ୍ୟକ ବ୍ୟବସ୍ଥା ନେବାକୁ ପ୍ରତିଶ୍ରୁତି ଦେଇଥିଲେ । ଏହି ଅବସରରେ ବହୁ ଗଣ୍ୟମାନ୍ୟ ବ୍ୟକ୍ତି ଉପସ୍ଥିତ ରହି ମତାମତ ରଖିଥିଲେ । ଶେଷରେ ଧନ୍ୟବାଦ ଅର୍ପଣ କରାଯାଇଥିଲା । — [6, 208, 130, 268]
water-photo — [214, 74, 338, 144]
electric-headline: ବିଚାର ବିଭାଗୀୟ ଦାବି — [348, 449, 429, 460]
